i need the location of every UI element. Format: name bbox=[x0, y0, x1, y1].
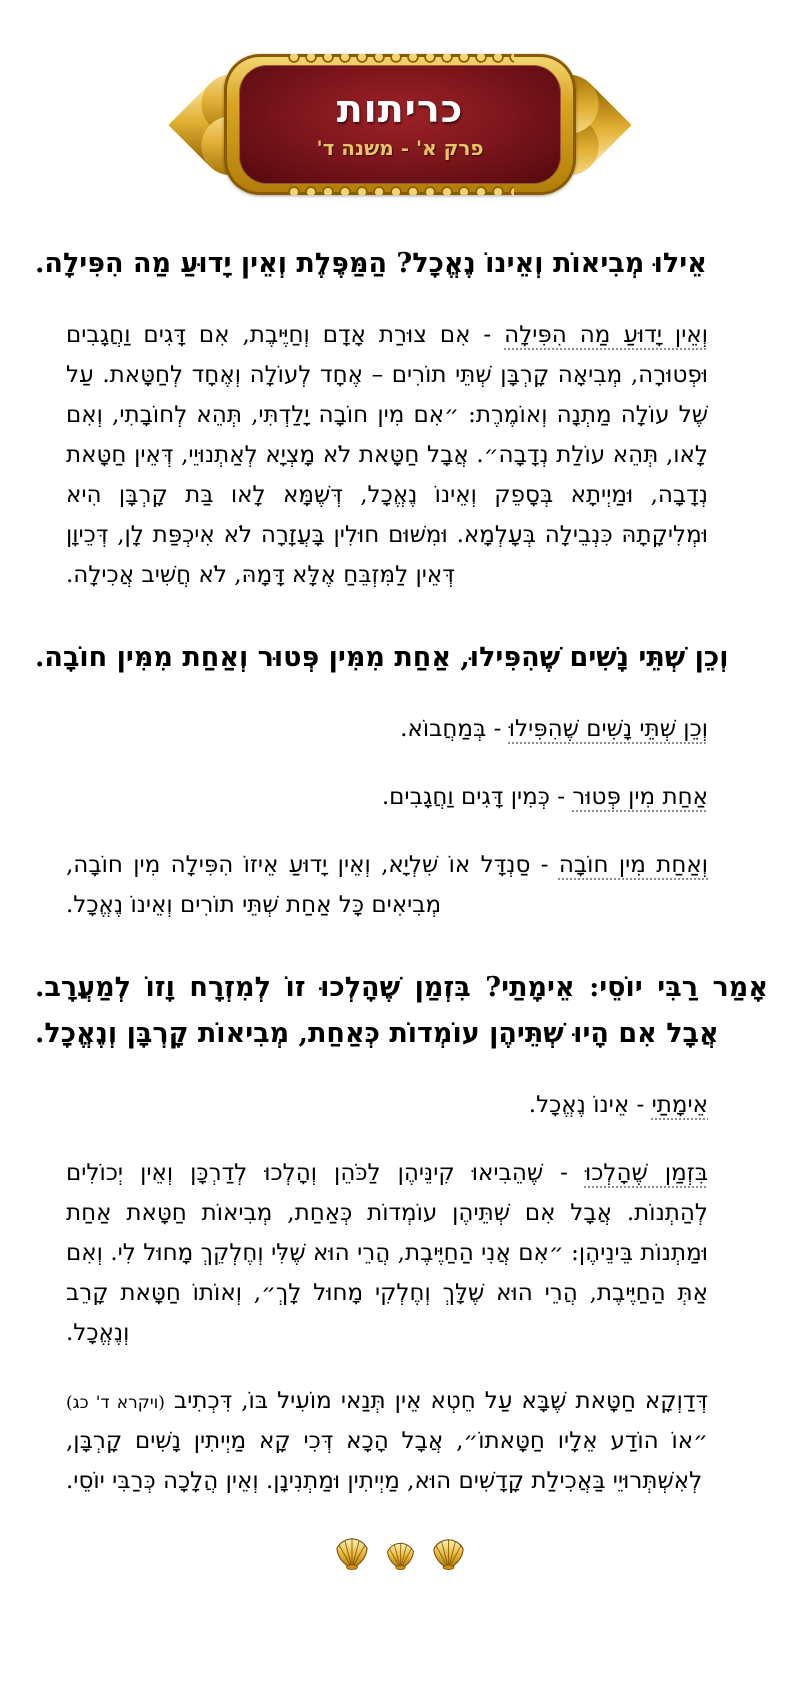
chapter-mishnah-subtitle: פרק א' - משנה ד' bbox=[316, 135, 484, 160]
banner-bottom-ruffle-icon bbox=[286, 183, 514, 195]
verse-citation: (ויקרא ד' כג) bbox=[66, 1392, 165, 1413]
commentary-lead: וְאַחַת מִין חוֹבָה bbox=[558, 851, 708, 878]
mishnah-paragraph: וְכֵן שְׁתֵּי נָשִׁים שֶׁהִפִּילוּ, אַחַת מִמִּין פְּטוּר וְאַחַת מִמִּין חוֹבָה. bbox=[35, 642, 729, 673]
mishnah-paragraph: אֵילוּ מְבִיאוֹת וְאֵינוֹ נֶאֱכָל? הַמַּפֶּלֶת וְאֵין יָדוּעַ מַה הִפִּילָה. bbox=[35, 248, 707, 279]
commentary-text: - כְּמִין דָּגִים וַחֲגָבִים. bbox=[381, 783, 573, 810]
commentary-text: - אֵינוֹ נֶאֱכָל. bbox=[528, 1091, 652, 1118]
shell-icon bbox=[430, 1536, 467, 1570]
commentary-text: - אִם צוּרַת אָדָם וְחַיֶּיבֶת, אִם דָּגִים וַחֲגָבִים וּפְטוּרָה, מְבִיאָה קָרְבָּן שְׁתֵּי תוֹרִים – אֶחָד לְעוֹלָה וְאֶחָד לְחַטָּאת. עַל שֶׁל עוֹלָה מַתְנָה וְאוֹמֶרֶת: ״אִם מִין חוֹבָה יָלַדְתִּי, תְּהֵא לְחוֹבָתִי, וְאִם לָאו, תְּהֵא עוֹלַת נְדָבָה״. אֲבָל חַטָּאת לֹא מָצְיָא לְאַתְנוּיֵי, דְּאֵין חַטָּאת נְדָבָה, וּמַיְיתָא בְּסָפֵק וְאֵינוֹ נֶאֱכָל, דְּשֶׁמָּא לָאו בַּת קָרְבָּן הִיא וּמְלִיקָתָהּ כִּנְבֵילָה בְּעָלְמָא. וּמִשּׁוּם חוּלִין בָּעֲזָרָה לֹא אִיכְפַּת לָן, דְּכֵיוָן דְּאֵין לַמִּזְבֵּחַ אֶלָּא דָּמָהּ, לֹא חֲשִׁיב אֲכִילָה. bbox=[66, 321, 708, 588]
commentary-paragraph bbox=[66, 1085, 708, 1125]
commentary-paragraph bbox=[66, 845, 708, 925]
commentary-paragraph bbox=[66, 709, 708, 749]
mishnah-paragraph: אָמַר רַבִּי יוֹסֵי: אֵימָתַי? בִּזְמַן שֶׁהָלְכוּ זוֹ לְמִזְרָח וָזוֹ לְמַעֲרָב. אֲבָל אִם הָיוּ שְׁתֵּיהֶן עוֹמְדוֹת כְּאַחַת, מְבִיאוֹת קָרְבָּן וְנֶאֱכָל. bbox=[35, 971, 768, 1049]
commentary-text: - שֶׁהֵבִיאוּ קִינֵּיהֶן לַכֹּהֵן וְהָלְכוּ לְדַרְכָּן וְאֵין יְכוֹלִים לְהַתְנוֹת. אֲבָל אִם שְׁתֵּיהֶן עוֹמְדוֹת כְּאַחַת, מְבִיאוֹת חַטָּאת אַחַת וּמַתְנוֹת בֵּינֵיהֶן: ״אִם אֲנִי הַחַיֶּיבֶת, הֲרֵי הוּא שֶׁלִּי וְחֶלְקֵךְ מָחוּל לִי. וְאִם אַתְּ הַחַיֶּיבֶת, הֲרֵי הוּא שֶׁלָּךְ וְחֶלְקִי מָחוּל לָךְ״, וְאוֹתוֹ חַטָּאת קָרֵב וְנֶאֱכָל. bbox=[66, 1159, 708, 1346]
commentary-paragraph bbox=[66, 777, 708, 817]
commentary-paragraph bbox=[66, 315, 708, 595]
commentary-paragraph bbox=[66, 1381, 708, 1501]
commentary-lead: בִּזְמַן שֶׁהָלְכוּ bbox=[584, 1159, 708, 1186]
banner-gold-frame bbox=[224, 54, 576, 195]
commentary-paragraph bbox=[66, 1153, 708, 1353]
page bbox=[0, 52, 800, 1688]
commentary-lead: אֵימָתַי bbox=[651, 1091, 708, 1118]
tractate-title: כריתות bbox=[336, 86, 464, 132]
title-banner bbox=[184, 52, 616, 197]
footer-decoration bbox=[0, 1535, 800, 1570]
commentary-lead: וְאֵין יָדוּעַ מַה הִפִּילָה bbox=[504, 321, 708, 348]
commentary-lead: וְכֵן שְׁתֵּי נָשִׁים שֶׁהִפִּילוּ bbox=[508, 715, 708, 742]
commentary-text: דְּדַוְקָא חַטָּאת שֶׁבָּא עַל חֵטְא אֵין תְּנַאי מוֹעִיל בּוֹ, דִּכְתִיב bbox=[164, 1387, 709, 1414]
commentary-text: - בְּמַחֲבוֹא. bbox=[400, 715, 509, 742]
banner-top-ruffle-icon bbox=[286, 54, 514, 66]
shell-icon bbox=[333, 1535, 371, 1570]
banner-panel bbox=[239, 65, 561, 184]
commentary-text: - סַנְדָּל אוֹ שִׁלְיָא, וְאֵין יָדוּעַ אֵיזוֹ הִפִּילָה מִין חוֹבָה, מְבִיאִים כָּל אַחַת שְׁתֵּי תוֹרִים וְאֵינוֹ נֶאֱכָל. bbox=[66, 851, 559, 918]
commentary-lead: אַחַת מִין פְּטוּר bbox=[572, 783, 708, 810]
shell-icon bbox=[384, 1540, 417, 1570]
commentary-text: ״אוֹ הוֹדַע אֵלָיו חַטָּאתוֹ״, אֲבָל הָכָא דְּכִי קָא מַיְיתִין נָשִׁים קָרְבָּן, לְאִשְׁתְּרוּיֵי בַּאֲכִילַת קָדָשִׁים הוּא, מַיְיתִין וּמַתְנִינָן. וְאֵין הֲלָכָה כְּרַבִּי יוֹסֵי. bbox=[66, 1427, 708, 1494]
mishnah-page-body bbox=[0, 241, 800, 1501]
